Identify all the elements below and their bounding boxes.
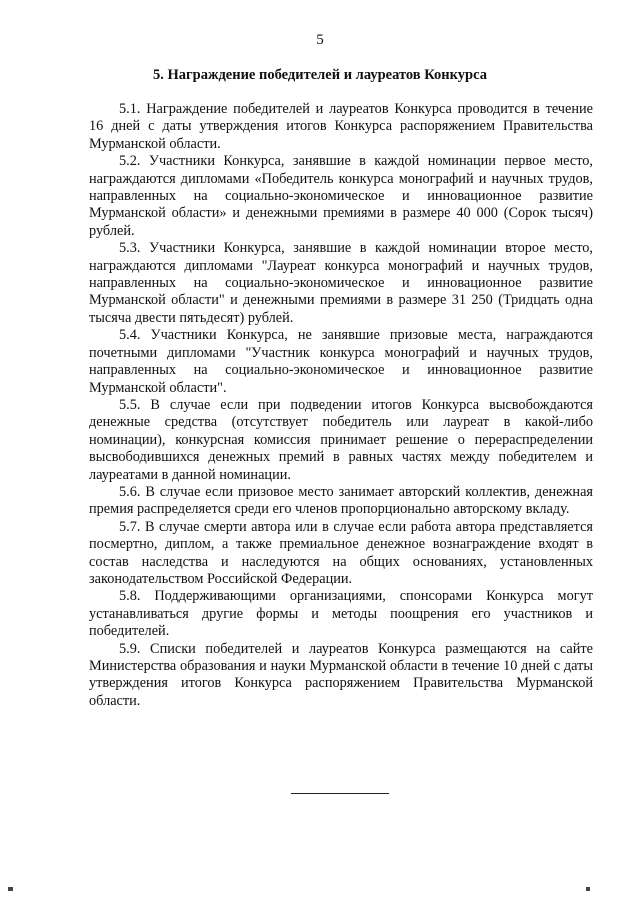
section-body — [89, 101, 593, 710]
paragraph-5-4: 5.4. Участники Конкурса, не занявшие призовые места, награждаются почетными дипломами "Участник конкурса монографий и научных трудов, направленных на социально-экономическое и инновационное развитие Мурманской области". — [89, 327, 593, 396]
scan-mark-right — [586, 887, 590, 891]
paragraph-5-9: 5.9. Списки победителей и лауреатов Конкурса размещаются на сайте Министерства образования и науки Мурманской области в течение 10 дней с даты утверждения итогов Конкурса распоряжением Правительства Мурманской области. — [89, 640, 593, 709]
section-title: 5. Награждение победителей и лауреатов Конкурса — [153, 67, 487, 83]
paragraph-5-3: 5.3. Участники Конкурса, занявшие в каждой номинации второе место, награждаются дипломами "Лауреат конкурса монографий и научных трудов, направленных на социально-экономическое и инновационное развитие Мурманской области" и денежными премиями в размере 31 250 (Тридцать одна тысяча двести пятьдесят) рублей. — [89, 240, 593, 326]
end-divider-line — [291, 793, 389, 794]
paragraph-5-1: 5.1. Награждение победителей и лауреатов Конкурса проводится в течение 16 дней с даты утверждения итогов Конкурса распоряжением Правительства Мурманской области. — [89, 101, 593, 152]
paragraph-5-7: 5.7. В случае смерти автора или в случае если работа автора представляется посмертно, диплом, а также премиальное денежное вознаграждение входят в состав наследства и наследуются на общих основаниях, установленных законодательством Российской Федерации. — [89, 518, 593, 587]
paragraph-5-8: 5.8. Поддерживающими организациями, спонсорами Конкурса могут устанавливаться другие формы и методы поощрения его участников и победителей. — [89, 588, 593, 640]
paragraph-5-2: 5.2. Участники Конкурса, занявшие в каждой номинации первое место, награждаются дипломами «Победитель конкурса монографий и научных трудов, направленных на социально-экономическое и инновационное развитие Мурманской области» и денежными премиями в размере 40 000 (Сорок тысяч) рублей. — [89, 153, 593, 239]
scan-mark-left — [8, 887, 13, 891]
paragraph-5-5: 5.5. В случае если при подведении итогов Конкурса высвобождаются денежные средства (отсутствует победитель или лауреат в какой-либо номинации), конкурсная комиссия принимает решение о перераспределении высвободившихся денежных премий в равных частях между победителем и лауреатами в данной номинации. — [89, 396, 593, 483]
page-number: 5 — [316, 32, 324, 48]
paragraph-5-6: 5.6. В случае если призовое место занимает авторский коллектив, денежная премия распределяется среди его членов пропорционально авторскому вкладу. — [89, 483, 593, 518]
